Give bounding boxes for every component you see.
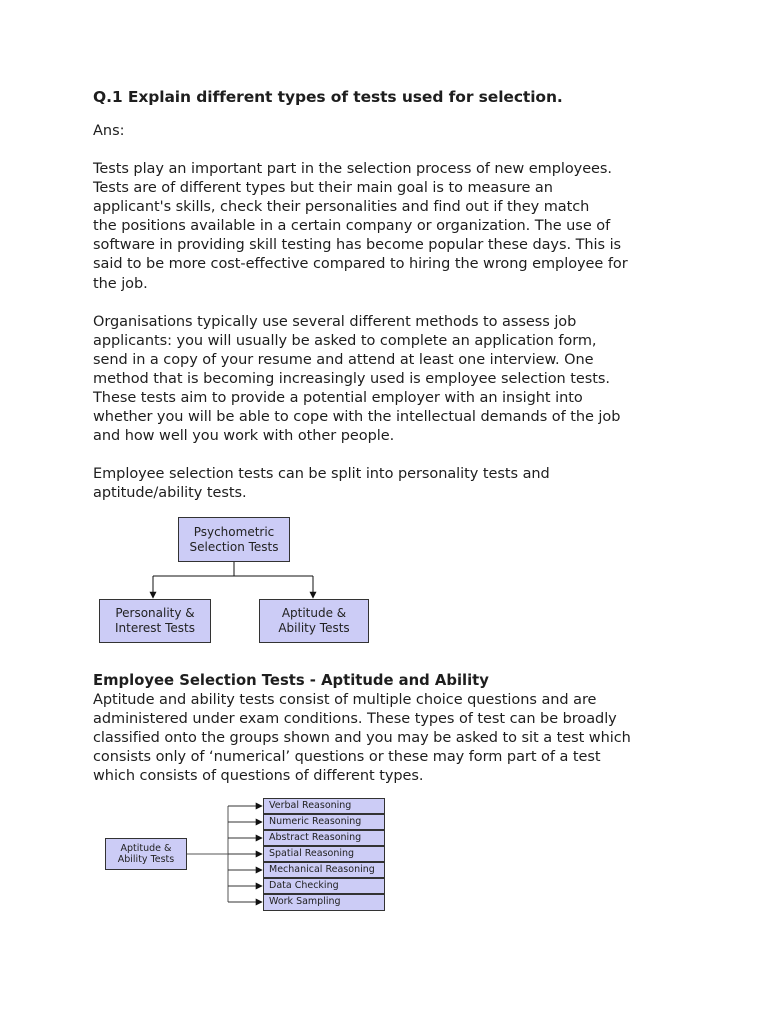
group-item-data-checking: Data Checking [263,878,385,894]
paragraph-line: the job. [93,275,148,292]
aptitude-source-box [105,838,187,870]
paragraph-line: aptitude/ability tests. [93,485,247,502]
box-label: Ability Tests [117,854,175,865]
box-label: Ability Tests [278,621,350,635]
group-item-spatial: Spatial Reasoning [263,846,385,862]
aptitude-section [93,671,733,786]
box-label: Personality & [115,606,195,620]
paragraph-line: Employee selection tests can be split into personality tests and [93,466,550,483]
paragraph-line: applicants: you will usually be asked to complete an application form, [93,332,597,349]
paragraph-line: consists only of ‘numerical’ questions or these may form part of a test [93,749,601,766]
paragraph-line: Aptitude and ability tests consist of multiple choice questions and are [93,692,597,708]
section-heading: Employee Selection Tests - Aptitude and Ability [93,672,489,689]
paragraph-line: said to be more cost-effective compared to hiring the wrong employee for [93,256,628,273]
group-item-abstract: Abstract Reasoning [263,830,385,846]
box-label: Psychometric [193,524,275,539]
paragraph-line: administered under exam conditions. These types of test can be broadly [93,711,617,728]
paragraph-line: which consists of questions of different types. [93,768,424,785]
paragraph-line: software in providing skill testing has become popular these days. This is [93,237,622,254]
paragraph-line: Organisations typically use several different methods to assess job [93,313,577,330]
group-item-work-sampling: Work Sampling [263,894,385,911]
paragraph-line: These tests aim to provide a potential employer with an insight into [93,390,583,407]
paragraph-line: whether you will be able to cope with the intellectual demands of the job [93,409,621,426]
answer-label: Ans: [93,123,125,139]
group-item-numeric: Numeric Reasoning [263,814,385,830]
psychometric-box [178,517,290,562]
box-label: Interest Tests [115,621,195,635]
personality-box [99,599,211,643]
paragraph-line: send in a copy of your resume and attend at least one interview. One [93,351,594,368]
paragraph-aptitude [93,691,733,786]
box-label: Aptitude & [281,606,347,620]
question-title: Q.1 Explain different types of tests used for selection. [93,88,563,106]
paragraph-line: the positions available in a certain company or organization. The use of [93,218,611,235]
paragraph-line: Tests are of different types but their main goal is to measure an [93,180,553,197]
paragraph-line: Tests play an important part in the selection process of new employees. [93,161,612,177]
group-item-mechanical: Mechanical Reasoning [263,862,385,878]
paragraph-line: classified onto the groups shown and you may be asked to sit a test which [93,730,631,747]
paragraph-line: method that is becoming increasingly used is employee selection tests. [93,370,610,387]
box-label: Aptitude & [120,843,172,854]
aptitude-box [259,599,369,643]
paragraph-line: applicant's skills, check their personalities and find out if they match [93,199,590,216]
paragraph-line: and how well you work with other people. [93,428,395,445]
box-label: Selection Tests [189,539,279,554]
group-item-verbal: Verbal Reasoning [263,798,385,814]
